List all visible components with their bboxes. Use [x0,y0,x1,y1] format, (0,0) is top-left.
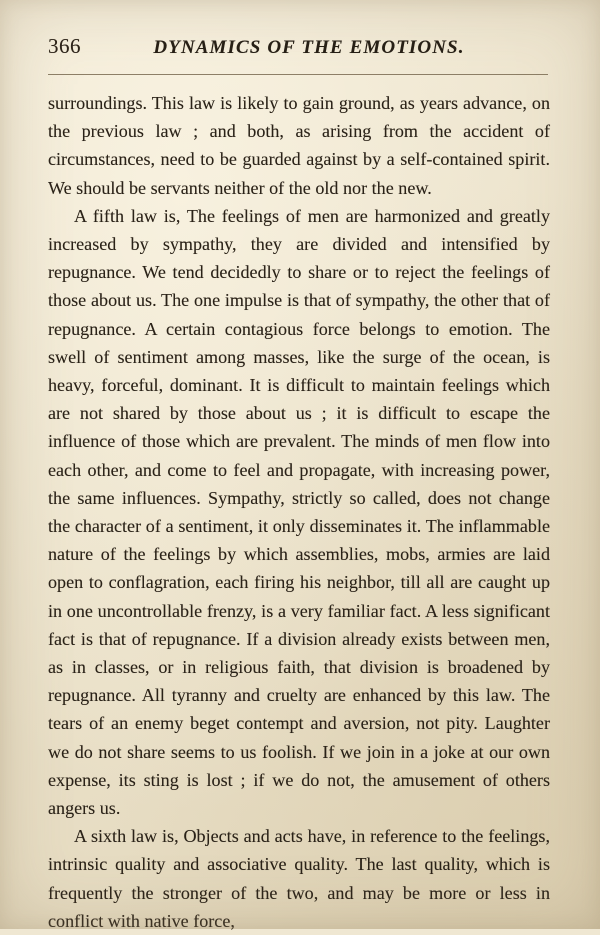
header-rule [48,74,548,75]
page-body [44,89,554,935]
paragraph: surroundings. This law is likely to gain ground, as years advance, on the previous law ; and both, as arising from the accident of circumstances, need to be guarded against by a self-contained spirit. We should be servants neither of the old nor the new. [48,93,550,198]
paragraph: A fifth law is, The feelings of men are harmonized and greatly increased by sympathy, they are divided and intensified by repugnance. We tend decidedly to share or to reject the feelings of those about us. The one impulse is that of sympathy, the other that of repugnance. A certain contagious force belongs to emotion. The swell of sentiment among masses, like the surge of the ocean, is heavy, forceful, dominant. It is difficult to maintain feelings which are not shared by those about us ; it is difficult to escape the influence of those which are prevalent. The minds of men flow into each other, and come to feel and propagate, with increasing power, the same influences. Sympathy, strictly so called, does not change the character of a sentiment, it only disseminates it. The inflammable nature of the feelings by which assemblies, mobs, armies are laid open to conflagration, each firing his neighbor, till all are caught up in one uncontrollable frenzy, is a very familiar fact. A less significant fact is that of repugnance. If a division already exists between men, as in classes, or in religious faith, that division is broadened by repugnance. All tyranny and cruelty are enhanced by this law. The tears of an enemy beget contempt and aversion, not pity. Laughter we do not share seems to us foolish. If we join in a joke at our own expense, its sting is lost ; if we do not, the amusement of others angers us. [48,205,550,819]
page-header [44,34,554,68]
paragraph: A sixth law is, Objects and acts have, in reference to the feelings, intrinsic quality and associative quality. The last quality, which is frequently the stronger of the two, and may be more or less in conflict with native force, [48,826,550,931]
page-number: 366 [48,34,81,58]
running-head: DYNAMICS OF THE EMOTIONS. [153,37,465,58]
